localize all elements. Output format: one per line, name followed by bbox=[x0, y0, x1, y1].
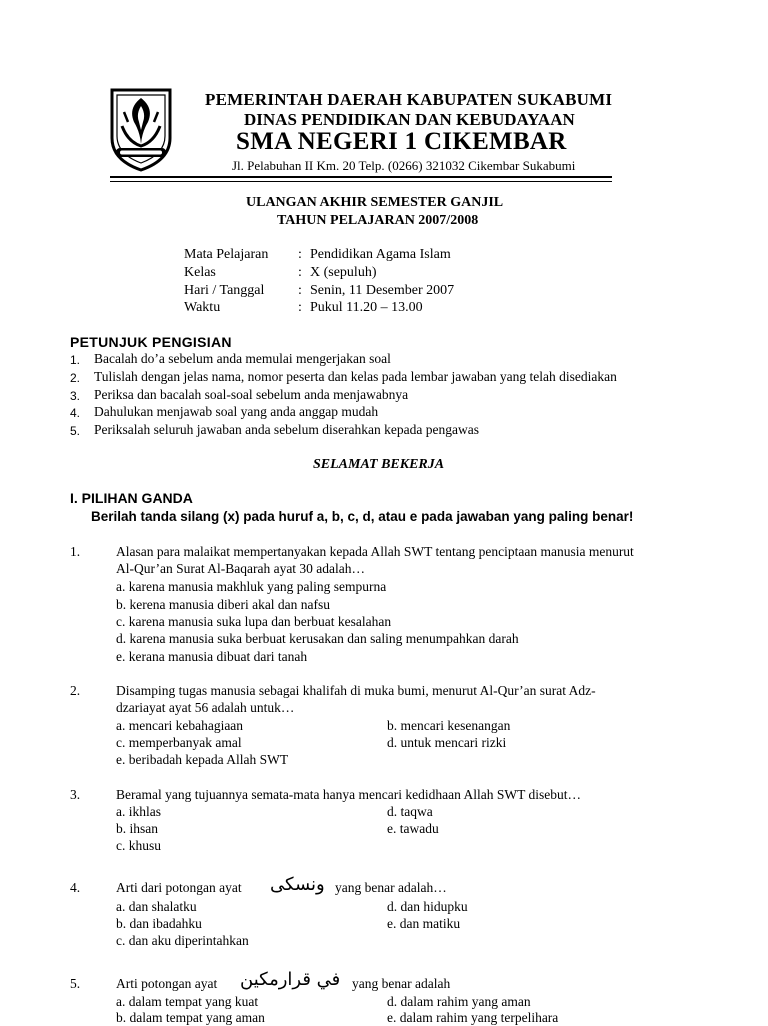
answer-option: d. karena manusia suka berbuat kerusakan dan saling menumpahkan darah bbox=[116, 631, 519, 646]
list-item-number: 2. bbox=[70, 371, 81, 385]
info-colon: : bbox=[298, 265, 302, 280]
answer-option: e. dalam rahim yang terpelihara bbox=[387, 1010, 559, 1025]
info-label: Mata Pelajaran bbox=[184, 247, 269, 262]
answer-option: e. kerana manusia dibuat dari tanah bbox=[116, 649, 308, 664]
answer-option: d. taqwa bbox=[387, 804, 433, 819]
question-text: dzariayat ayat 56 adalah untuk… bbox=[116, 700, 295, 715]
list-item: Periksa dan bacalah soal-soal sebelum anda menjawabnya bbox=[94, 387, 409, 402]
question-text: Beramal yang tujuannya semata-mata hanya mencari kedidhaan Allah SWT disebut… bbox=[116, 787, 581, 802]
question-text: Al-Qur’an Surat Al-Baqarah ayat 30 adalah… bbox=[116, 561, 366, 576]
info-value-subject: Pendidikan Agama Islam bbox=[310, 247, 451, 262]
info-value-time: Pukul 11.20 – 13.00 bbox=[310, 300, 423, 315]
arabic-verse-fragment: في قرارمكين bbox=[240, 969, 341, 990]
list-item-number: 4. bbox=[70, 406, 81, 420]
question-number: 3. bbox=[70, 787, 81, 802]
question-text: Alasan para malaikat mempertanyakan kepada Allah SWT tentang penciptaan manusia menurut bbox=[116, 544, 634, 559]
answer-option: c. karena manusia suka lupa dan berbuat kesalahan bbox=[116, 614, 392, 629]
list-item: Tulislah dengan jelas nama, nomor peserta dan kelas pada lembar jawaban yang telah disediakan bbox=[94, 369, 617, 384]
answer-option: a. dalam tempat yang kuat bbox=[116, 994, 259, 1009]
arabic-verse-fragment: ونسكى bbox=[270, 874, 325, 895]
answer-option: a. karena manusia makhluk yang paling sempurna bbox=[116, 579, 387, 594]
header-divider-thick bbox=[110, 176, 612, 178]
answer-option: a. ikhlas bbox=[116, 804, 161, 819]
header-government-line: PEMERINTAH DAERAH KABUPATEN SUKABUMI bbox=[205, 90, 613, 109]
answer-option: e. tawadu bbox=[387, 821, 439, 836]
header-department-line: DINAS PENDIDIKAN DAN KEBUDAYAAN bbox=[244, 110, 575, 129]
exam-year: TAHUN PELAJARAN 2007/2008 bbox=[277, 213, 479, 228]
list-item-number: 3. bbox=[70, 389, 81, 403]
answer-option: b. dan ibadahku bbox=[116, 916, 202, 931]
info-label: Hari / Tanggal bbox=[184, 283, 265, 298]
answer-option: a. dan shalatku bbox=[116, 899, 197, 914]
answer-option: b. ihsan bbox=[116, 821, 158, 836]
answer-option: d. dalam rahim yang aman bbox=[387, 994, 531, 1009]
answer-option: e. dan matiku bbox=[387, 916, 461, 931]
school-crest-logo bbox=[108, 86, 174, 172]
answer-option: a. mencari kebahagiaan bbox=[116, 718, 244, 733]
question-number: 2. bbox=[70, 683, 81, 698]
question-text: Arti dari potongan ayat bbox=[116, 880, 242, 895]
instructions-title: PETUNJUK PENGISIAN bbox=[70, 334, 232, 350]
question-text: Arti potongan ayat bbox=[116, 976, 218, 991]
info-colon: : bbox=[298, 247, 302, 262]
answer-option: b. dalam tempat yang aman bbox=[116, 1010, 265, 1025]
header-address: Jl. Pelabuhan II Km. 20 Telp. (0266) 321032 Cikembar Sukabumi bbox=[232, 158, 576, 173]
question-number: 1. bbox=[70, 544, 81, 559]
section-title: I. PILIHAN GANDA bbox=[70, 490, 193, 506]
answer-option: c. khusu bbox=[116, 838, 161, 853]
answer-option: c. dan aku diperintahkan bbox=[116, 933, 249, 948]
question-text: yang benar adalah… bbox=[335, 880, 447, 895]
answer-option: b. kerena manusia diberi akal dan nafsu bbox=[116, 597, 331, 612]
answer-option: d. untuk mencari rizki bbox=[387, 735, 507, 750]
section-instruction: Berilah tanda silang (x) pada huruf a, b, c, d, atau e pada jawaban yang paling benar! bbox=[91, 509, 634, 524]
question-text: Disamping tugas manusia sebagai khalifah di muka bumi, menurut Al-Qur’an surat Adz- bbox=[116, 683, 596, 698]
list-item-number: 1. bbox=[70, 353, 81, 367]
list-item: Bacalah do’a sebelum anda memulai mengerjakan soal bbox=[94, 351, 391, 366]
list-item: Periksalah seluruh jawaban anda sebelum diserahkan kepada pengawas bbox=[94, 422, 479, 437]
answer-option: e. beribadah kepada Allah SWT bbox=[116, 752, 289, 767]
info-colon: : bbox=[298, 300, 302, 315]
list-item-number: 5. bbox=[70, 424, 81, 438]
answer-option: b. mencari kesenangan bbox=[387, 718, 511, 733]
header-school-name: SMA NEGERI 1 CIKEMBAR bbox=[236, 128, 567, 155]
answer-option: c. memperbanyak amal bbox=[116, 735, 242, 750]
question-text: yang benar adalah bbox=[352, 976, 451, 991]
info-label: Kelas bbox=[184, 265, 216, 280]
info-value-class: X (sepuluh) bbox=[310, 265, 377, 280]
info-colon: : bbox=[298, 283, 302, 298]
info-value-date: Senin, 11 Desember 2007 bbox=[310, 283, 455, 298]
answer-option: d. dan hidupku bbox=[387, 899, 468, 914]
info-label: Waktu bbox=[184, 300, 221, 315]
good-luck-text: SELAMAT BEKERJA bbox=[313, 457, 445, 472]
question-number: 5. bbox=[70, 976, 81, 991]
exam-title: ULANGAN AKHIR SEMESTER GANJIL bbox=[246, 195, 504, 210]
header-divider-thin bbox=[110, 181, 612, 182]
question-number: 4. bbox=[70, 880, 81, 895]
list-item: Dahulukan menjawab soal yang anda anggap mudah bbox=[94, 404, 379, 419]
